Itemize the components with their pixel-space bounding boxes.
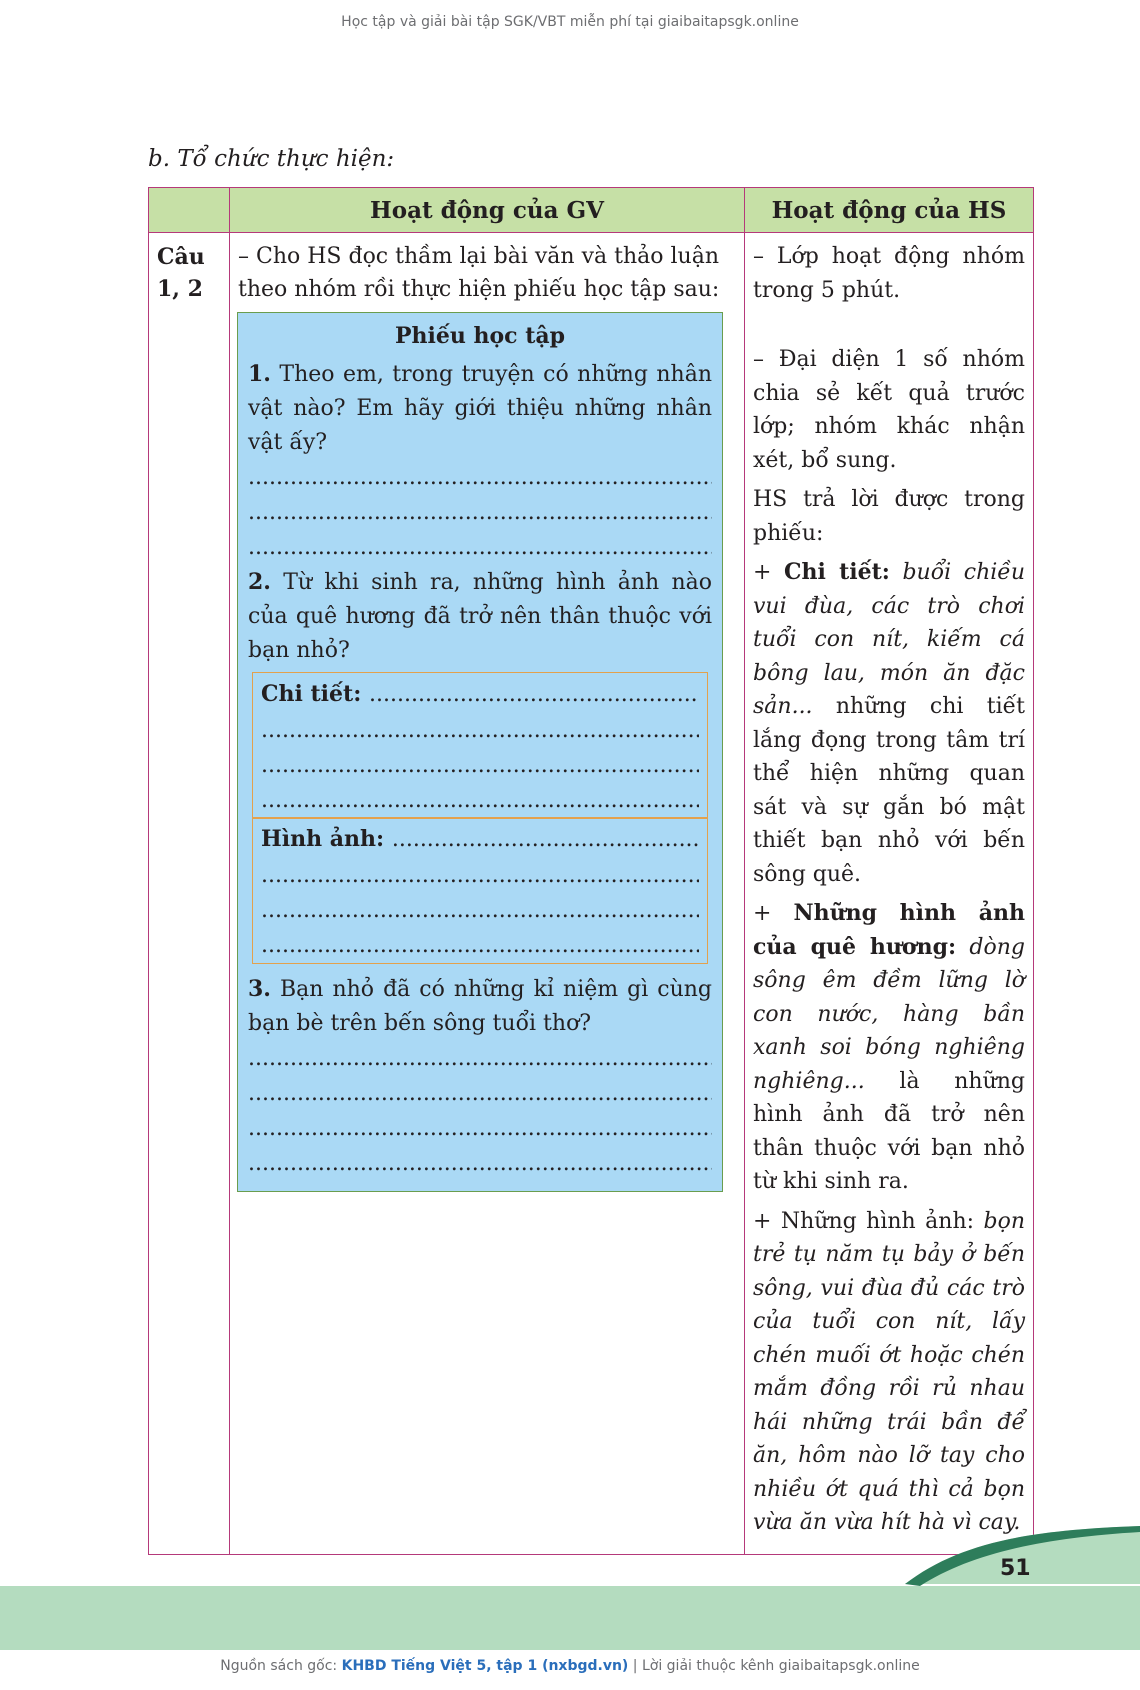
detail-dots xyxy=(369,681,699,707)
answer-prefix: + xyxy=(753,560,784,585)
answer-line xyxy=(261,713,699,748)
student-answer-memories xyxy=(753,1205,1025,1540)
answer-prefix: + xyxy=(753,901,794,926)
footer-wave-decoration xyxy=(0,1520,1140,1650)
site-footer xyxy=(0,1658,1140,1674)
student-activity-cell xyxy=(745,233,1034,1555)
question-2-number: 2. xyxy=(248,569,271,595)
answer-line xyxy=(248,495,712,530)
detail-box xyxy=(252,672,708,819)
answer-line xyxy=(261,783,699,818)
worksheet xyxy=(237,312,723,1192)
answer-line xyxy=(261,928,699,963)
question-2-text: Từ khi sinh ra, những hình ảnh nào của quê hương đã trở nên thân thuộc với bạn nhỏ? xyxy=(248,570,712,663)
image-label: Hình ảnh: xyxy=(261,826,385,852)
answer-line xyxy=(261,748,699,783)
teacher-activity-cell xyxy=(230,233,745,1555)
answer-italic: buổi chiều vui đùa, các trò chơi tuổi con nít, kiếm cá bông lau, món ăn đặc sản... xyxy=(753,560,1025,719)
question-3-number: 3. xyxy=(248,976,271,1002)
answer-line xyxy=(248,460,712,495)
footer-prefix: Nguồn sách gốc: xyxy=(220,1658,338,1674)
section-title: b. Tổ chức thực hiện: xyxy=(148,146,395,172)
worksheet-question-3 xyxy=(248,972,712,1041)
lesson-table xyxy=(148,187,1034,1555)
worksheet-question-2 xyxy=(248,565,712,668)
header-teacher-activity: Hoạt động của GV xyxy=(230,188,745,233)
student-step-3: HS trả lời được trong phiếu: xyxy=(753,487,1025,546)
footer-suffix: | Lời giải thuộc kênh giaibaitapsgk.online xyxy=(632,1658,920,1674)
answer-italic: bọn trẻ tụ năm tụ bảy ở bến sông, vui đùa đủ các trò của tuổi con nít, lấy chén muối ớt hoặc chén mắm đồng rồi rủ nhau hái những trái bần để ăn, hôm nào lỡ tay cho nhiều ớt quá thì cả bọn vừa ăn vừa hít hà vì cay. xyxy=(753,1208,1025,1535)
detail-label: Chi tiết: xyxy=(261,681,362,707)
header-empty-cell xyxy=(149,188,230,233)
table-row xyxy=(149,233,1034,1555)
question-3-text: Bạn nhỏ đã có những kỉ niệm gì cùng bạn bè trên bến sông tuổi thơ? xyxy=(248,977,712,1036)
answer-label: Những hình ảnh của quê hương: xyxy=(753,900,1025,960)
answer-rest: là những hình ảnh đã trở nên thân thuộc với bạn nhỏ từ khi sinh ra. xyxy=(753,1068,1025,1194)
question-cell: Câu 1, 2 xyxy=(149,233,230,1555)
footer-band xyxy=(0,1586,1140,1650)
question-1-number: 1. xyxy=(248,361,271,387)
answer-italic: dòng sông êm đềm lững lờ con nước, hàng bần xanh soi bóng nghiêng nghiêng... xyxy=(753,934,1025,1094)
worksheet-title: Phiếu học tập xyxy=(394,323,566,349)
student-answer-images xyxy=(753,897,1025,1199)
table-header-row xyxy=(149,188,1034,233)
teacher-intro: – Cho HS đọc thầm lại bài văn và thảo luận theo nhóm rồi thực hiện phiếu học tập sau: xyxy=(238,244,720,302)
page-number: 51 xyxy=(1000,1556,1031,1581)
answer-line xyxy=(248,1041,712,1076)
answer-rest: những chi tiết lắng đọng trong tâm trí thể hiện những quan sát và sự gắn bó mật thiết bạn nhỏ với bến sông quê. xyxy=(753,694,1025,887)
footer-source: KHBD Tiếng Việt 5, tập 1 (nxbgd.vn) xyxy=(341,1658,629,1674)
answer-line xyxy=(248,1146,712,1181)
answer-line xyxy=(261,893,699,928)
answer-line xyxy=(248,1111,712,1146)
image-dots xyxy=(392,826,699,852)
answer-line xyxy=(261,858,699,893)
image-box xyxy=(252,817,708,964)
answer-label: Chi tiết: xyxy=(784,559,890,585)
header-student-activity: Hoạt động của HS xyxy=(745,188,1034,233)
image-label-line xyxy=(261,820,699,858)
student-step-2: – Đại diện 1 số nhóm chia sẻ kết quả trước lớp; nhóm khác nhận xét, bổ sung. xyxy=(753,347,1025,473)
site-header: Học tập và giải bài tập SGK/VBT miễn phí tại giaibaitapsgk.online xyxy=(341,14,799,30)
question-1-text: Theo em, trong truyện có những nhân vật nào? Em hãy giới thiệu những nhân vật ấy? xyxy=(248,362,713,455)
worksheet-question-1 xyxy=(248,357,712,460)
student-step-1: – Lớp hoạt động nhóm trong 5 phút. xyxy=(753,244,1025,303)
student-answer-details xyxy=(753,556,1025,891)
answer-prefix: + Những hình ảnh: xyxy=(753,1208,975,1234)
answer-line xyxy=(248,1076,712,1111)
detail-label-line xyxy=(261,675,699,713)
answer-line xyxy=(248,530,712,565)
